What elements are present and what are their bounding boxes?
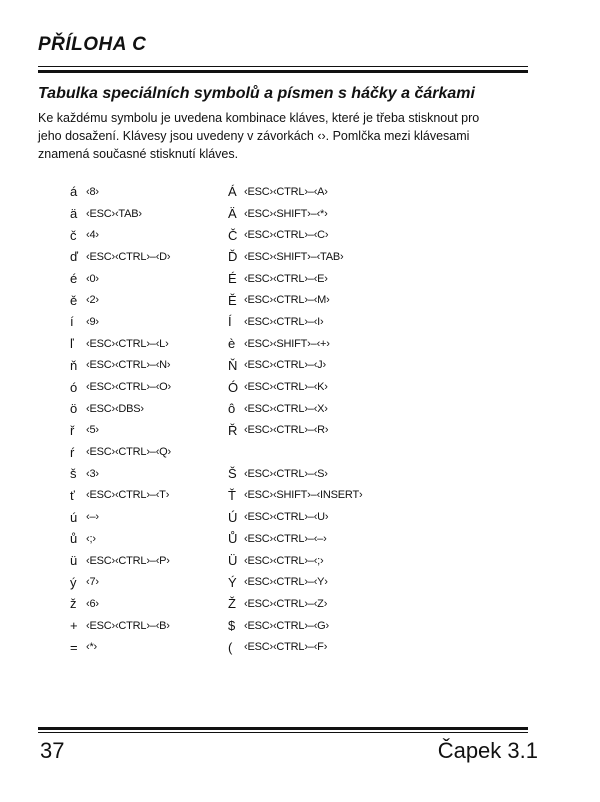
table-row: [70, 593, 171, 615]
header-rule-thin: [38, 66, 528, 67]
key-combination: ‹ESC›‹CTRL›–‹F›: [244, 641, 328, 654]
table-row: [228, 463, 362, 485]
table-row: [70, 506, 171, 528]
symbol-char: ř: [70, 422, 75, 438]
table-row: [228, 550, 362, 572]
footer-title: Čapek 3.1: [437, 738, 538, 763]
table-row: [228, 224, 362, 246]
key-combination: ‹ESC›‹CTRL›–‹Q›: [86, 446, 171, 459]
table-row: [228, 203, 362, 225]
symbol-char: é: [70, 271, 78, 287]
key-combination: ‹9›: [86, 315, 99, 328]
symbol-char: $: [228, 618, 236, 634]
intro-line: Ke každému symbolu je uvedena kombinace kláves, které je třeba stisknout pro: [38, 111, 480, 125]
symbol-char: ý: [70, 574, 77, 590]
table-row: [70, 268, 171, 290]
table-row: [228, 420, 362, 442]
symbol-char: ľ: [70, 336, 74, 352]
table-row: [70, 376, 171, 398]
header-rule-thick: [38, 70, 528, 73]
key-combination: ‹2›: [86, 294, 99, 307]
table-row: [70, 181, 171, 203]
key-combination: ‹7›: [86, 576, 99, 589]
section-heading: Tabulka speciálních symbolů a písmen s háčky a čárkami: [38, 85, 475, 102]
table-row: [70, 289, 171, 311]
key-combination: ‹ESC›‹CTRL›–‹E›: [244, 272, 328, 285]
symbol-char: á: [70, 184, 78, 200]
table-row: [228, 571, 362, 593]
table-row: [228, 593, 362, 615]
symbol-char: ó: [70, 379, 78, 395]
table-row: [70, 224, 171, 246]
table-row: [228, 485, 362, 507]
key-combination: ‹ESC›‹CTRL›–‹P›: [86, 554, 170, 567]
intro-line: jeho dosažení. Klávesy jsou uvedeny v závorkách ‹›. Pomlčka mezi klávesami: [38, 129, 470, 143]
key-combination: ‹ESC›‹CTRL›–‹K›: [244, 381, 328, 394]
table-row: [228, 636, 362, 658]
key-combination: ‹4›: [86, 229, 99, 242]
key-combination: ‹–›: [86, 511, 99, 524]
table-row: [70, 333, 171, 355]
symbol-char: Ú: [228, 509, 238, 525]
key-combination: ‹ESC›‹DBS›: [86, 402, 144, 415]
symbol-char: ŕ: [70, 444, 75, 460]
table-row: [228, 333, 362, 355]
symbol-char: Ě: [228, 292, 237, 308]
key-combination: ‹ESC›‹CTRL›–‹O›: [86, 381, 171, 394]
symbol-char: Ť: [228, 487, 236, 503]
table-row: [228, 289, 362, 311]
key-combination: ‹ESC›‹TAB›: [86, 207, 142, 220]
symbol-char: ä: [70, 206, 78, 222]
symbol-char: ü: [70, 553, 78, 569]
symbol-char: =: [70, 639, 78, 655]
intro-line: znamená současné stisknutí kláves.: [38, 147, 239, 161]
symbol-char: ň: [70, 357, 78, 373]
table-row: [70, 636, 171, 658]
page-number: 37: [40, 738, 65, 763]
table-row: [228, 506, 362, 528]
table-row: [228, 355, 362, 377]
key-combination: ‹ESC›‹CTRL›–‹S›: [244, 467, 328, 480]
footer-rule-thick: [38, 727, 528, 730]
table-row: [228, 246, 362, 268]
header-title: PŘÍLOHA C: [38, 34, 147, 55]
intro-paragraph: [38, 109, 538, 163]
symbol-char: ú: [70, 509, 78, 525]
table-row: [228, 181, 362, 203]
symbol-char: ž: [70, 596, 77, 612]
key-combination: ‹ESC›‹CTRL›–‹N›: [86, 359, 171, 372]
table-row: [70, 355, 171, 377]
key-combination: ‹ESC›‹CTRL›–‹Y›: [244, 576, 328, 589]
key-combination: ‹ESC›‹CTRL›–‹J›: [244, 359, 326, 372]
key-combination: ‹ESC›‹CTRL›–‹X›: [244, 402, 328, 415]
symbol-char: (: [228, 639, 233, 655]
key-combination: ‹;›: [86, 532, 96, 545]
symbol-char: ď: [70, 249, 78, 265]
key-combination: ‹5›: [86, 424, 99, 437]
table-row: [70, 311, 171, 333]
table-row: [70, 485, 171, 507]
symbol-char: Ü: [228, 553, 238, 569]
key-combination: ‹ESC›‹CTRL›–‹Z›: [244, 597, 328, 610]
symbol-char: Ä: [228, 206, 237, 222]
table-row: [70, 550, 171, 572]
table-row: [228, 398, 362, 420]
symbol-char: Ď: [228, 249, 238, 265]
key-combination: ‹ESC›‹CTRL›–‹T›: [86, 489, 170, 502]
table-row: [228, 441, 362, 463]
table-row: [228, 376, 362, 398]
symbol-char: Ů: [228, 531, 238, 547]
key-combination: ‹3›: [86, 467, 99, 480]
symbol-char: Č: [228, 227, 238, 243]
key-combination: ‹ESC›‹CTRL›–‹A›: [244, 185, 328, 198]
symbol-char: í: [70, 314, 74, 330]
symbol-char: š: [70, 466, 77, 482]
symbol-char: Ž: [228, 596, 236, 612]
key-combination: ‹ESC›‹CTRL›–‹R›: [244, 424, 329, 437]
key-combination: ‹ESC›‹SHIFT›–‹*›: [244, 207, 328, 220]
table-row: [70, 571, 171, 593]
key-combination: ‹ESC›‹CTRL›–‹L›: [86, 337, 169, 350]
table-row: [70, 528, 171, 550]
key-combination: ‹8›: [86, 185, 99, 198]
key-combination: ‹ESC›‹CTRL›–‹I›: [244, 315, 324, 328]
key-combination: ‹0›: [86, 272, 99, 285]
symbol-char: Š: [228, 466, 237, 482]
symbol-char: ô: [228, 401, 236, 417]
table-row: [70, 420, 171, 442]
symbol-char: ě: [70, 292, 78, 308]
symbol-char: č: [70, 227, 77, 243]
table-row: [70, 615, 171, 637]
symbol-table-right: [228, 181, 362, 658]
symbol-char: Ř: [228, 422, 238, 438]
key-combination: ‹*›: [86, 641, 98, 654]
symbol-char: Ý: [228, 574, 237, 590]
key-combination: ‹ESC›‹CTRL›–‹D›: [86, 250, 171, 263]
table-row: [70, 398, 171, 420]
key-combination: ‹ESC›‹CTRL›–‹G›: [244, 619, 329, 632]
key-combination: ‹ESC›‹CTRL›–‹M›: [244, 294, 330, 307]
table-row: [228, 268, 362, 290]
symbol-char: Ň: [228, 357, 238, 373]
key-combination: ‹ESC›‹CTRL›–‹U›: [244, 511, 329, 524]
symbol-char: ö: [70, 401, 78, 417]
symbol-char: Á: [228, 184, 237, 200]
table-row: [228, 311, 362, 333]
table-row: [70, 441, 171, 463]
symbol-char: Í: [228, 314, 232, 330]
table-row: [228, 528, 362, 550]
symbol-table-left: [70, 181, 171, 658]
key-combination: ‹ESC›‹CTRL›–‹C›: [244, 229, 329, 242]
symbol-char: Ó: [228, 379, 239, 395]
table-row: [228, 615, 362, 637]
key-combination: ‹ESC›‹CTRL›–‹B›: [86, 619, 170, 632]
table-row: [70, 203, 171, 225]
footer-rule-thin: [38, 732, 528, 733]
symbol-char: É: [228, 271, 237, 287]
key-combination: ‹ESC›‹SHIFT›–‹+›: [244, 337, 330, 350]
table-row: [70, 463, 171, 485]
table-row: [70, 246, 171, 268]
symbol-char: ť: [70, 487, 75, 503]
key-combination: ‹6›: [86, 597, 99, 610]
key-combination: ‹ESC›‹CTRL›–‹–›: [244, 532, 327, 545]
key-combination: ‹ESC›‹CTRL›–‹;›: [244, 554, 324, 567]
symbol-char: ů: [70, 531, 78, 547]
symbol-char: è: [228, 336, 236, 352]
symbol-char: +: [70, 618, 78, 634]
key-combination: ‹ESC›‹SHIFT›–‹TAB›: [244, 250, 344, 263]
key-combination: ‹ESC›‹SHIFT›–‹INSERT›: [244, 489, 363, 502]
